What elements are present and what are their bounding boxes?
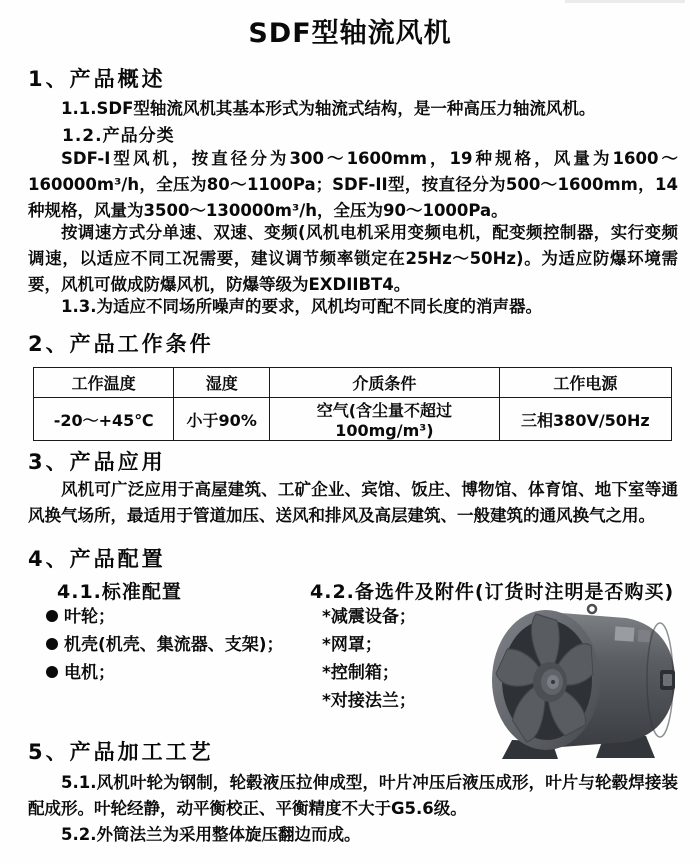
- subheading-4-2: 4.2.备选件及附件(订货时注明是否购买): [310, 581, 675, 603]
- list-item: *对接法兰；: [322, 691, 416, 711]
- table-data-cell: 三相380V/50Hz: [499, 398, 671, 441]
- paragraph-5-1: 5.1.风机叶轮为钢制，轮毂液压拉伸成型，叶片冲压后液压成形，叶片与轮毂焊接装配成形。叶轮经静，动平衡校正、平衡精度不大于G5.6级。: [28, 773, 678, 818]
- table-data-cell: -20～+45℃: [34, 398, 174, 441]
- section-5-heading: 5、产品加工工艺: [28, 740, 214, 764]
- table-header-cell: 介质条件: [270, 368, 500, 398]
- subheading-4-1: 4.1.标准配置: [57, 581, 182, 603]
- table-data-cell: 小于90%: [174, 398, 270, 441]
- list-item: [46, 602, 284, 630]
- bullet-icon: [46, 666, 58, 678]
- list-item-label: 机壳(机壳、集流器、支架)；: [64, 635, 284, 655]
- paragraph-1-3: 1.3.为适应不同场所噪声的要求，风机均可配不同长度的消声器。: [61, 297, 542, 316]
- scan-edge-artifact: [565, 0, 685, 3]
- page-title: SDF型轴流风机: [248, 18, 452, 49]
- subheading-1-2: 1.2.产品分类: [62, 126, 175, 146]
- bullet-icon: [46, 610, 58, 622]
- table-row: [34, 398, 672, 441]
- paragraph-application: 风机可广泛应用于高屋建筑、工矿企业、宾馆、饭庄、博物馆、体育馆、地下室等通风换气场所，最适用于管道加压、送风和排风及高层建筑、一般建筑的通风换气之用。: [28, 480, 678, 525]
- list-item: *控制箱；: [322, 663, 399, 683]
- list-item: *网罩；: [322, 635, 382, 655]
- table-header-row: [34, 368, 672, 398]
- table-header-cell: 湿度: [174, 368, 270, 398]
- table-header-cell: 工作温度: [34, 368, 174, 398]
- working-conditions-table: [33, 367, 672, 441]
- list-item-label: 电机；: [64, 663, 115, 683]
- section-4-heading: 4、产品配置: [28, 547, 166, 571]
- fan-product-image: [488, 602, 686, 762]
- table-header-cell: 工作电源: [499, 368, 671, 398]
- list-item: [46, 630, 284, 658]
- section-2-heading: 2、产品工作条件: [28, 332, 214, 356]
- section-1-heading: 1、产品概述: [28, 67, 166, 91]
- list-item: [46, 658, 284, 686]
- axial-fan-illustration: [488, 602, 686, 762]
- table-data-cell: 空气(含尘量不超过100mg/m³): [270, 398, 500, 441]
- list-item-label: 叶轮；: [64, 607, 115, 627]
- paragraph-5-2: 5.2.外筒法兰为采用整体旋压翻边而成。: [61, 825, 361, 844]
- section-3-heading: 3、产品应用: [28, 450, 166, 474]
- optional-parts-list: [322, 602, 416, 714]
- paragraph-classification: SDF-I型风机，按直径分为300～1600mm，19种规格，风量为1600～160000m³/h，全压为80～1100Pa；SDF-II型，按直径分为500～1600mm，14种规格，风量为3500～130000m³/h，全压为90～1000Pa。: [28, 149, 678, 220]
- paragraph-1-1: 1.1.SDF型轴流风机其基本形式为轴流式结构，是一种高压力轴流风机。: [61, 99, 596, 118]
- list-item: *减震设备；: [322, 607, 416, 627]
- standard-config-list: [46, 602, 284, 686]
- bullet-icon: [46, 638, 58, 650]
- paragraph-speed-control: 按调速方式分单速、双速、变频(风机电机采用变频电机，配变频控制器，实行变频调速，以适应不同工况需要，建议调节频率锁定在25Hz～50Hz)。为适应防爆环境需要，风机可做成防爆风机，防爆等级为EXDIIBT4。: [28, 223, 678, 294]
